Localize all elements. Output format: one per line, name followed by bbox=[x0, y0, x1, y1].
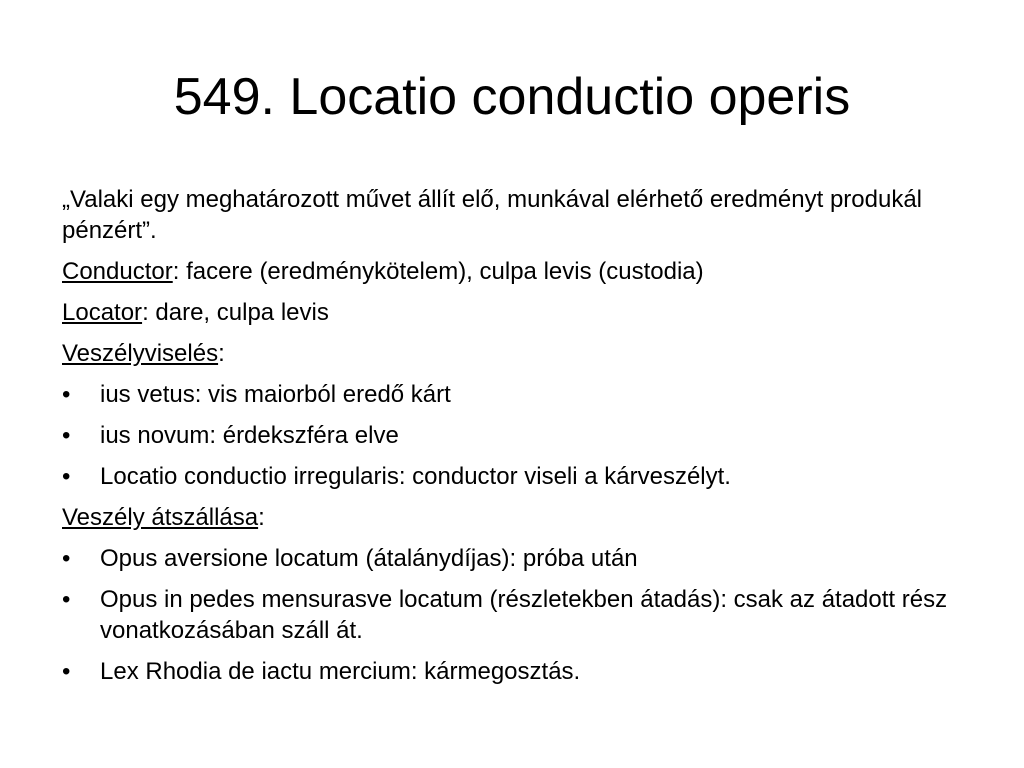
conductor-text: : facere (eredménykötelem), culpa levis (custodia) bbox=[172, 258, 704, 285]
risk-heading bbox=[62, 338, 962, 369]
risk-transfer-heading bbox=[62, 502, 962, 533]
bullet-marker: • bbox=[62, 463, 71, 490]
risk-bullet-text: ius vetus: vis maiorból eredő kárt bbox=[100, 381, 451, 408]
risk-transfer-bullet-item bbox=[62, 656, 962, 687]
slide-title: 549. Locatio conductio operis bbox=[173, 68, 851, 126]
bullet-marker: • bbox=[62, 422, 71, 449]
risk-transfer-bullet-text: Opus aversione locatum (átalánydíjas): próba után bbox=[100, 545, 638, 572]
bullet-marker: • bbox=[62, 586, 71, 613]
risk-bullet-item bbox=[62, 420, 962, 451]
risk-transfer-bullet-item bbox=[62, 584, 962, 646]
conductor-line bbox=[62, 256, 962, 287]
risk-colon: : bbox=[218, 340, 225, 367]
bullet-marker: • bbox=[62, 545, 71, 572]
risk-transfer-label: Veszély átszállása bbox=[62, 504, 259, 531]
locator-text: : dare, culpa levis bbox=[142, 299, 329, 326]
risk-bullet-item bbox=[62, 379, 962, 410]
risk-bullet-text: ius novum: érdekszféra elve bbox=[100, 422, 399, 449]
locator-label: Locator bbox=[62, 299, 143, 326]
risk-bullet-item bbox=[62, 461, 962, 492]
risk-bullet-text: Locatio conductio irregularis: conductor viseli a kárveszélyt. bbox=[100, 463, 731, 490]
risk-transfer-colon: : bbox=[258, 504, 265, 531]
conductor-label: Conductor bbox=[62, 258, 173, 285]
locator-line bbox=[62, 297, 962, 328]
bullet-marker: • bbox=[62, 381, 71, 408]
risk-transfer-bullet-text: Opus in pedes mensurasve locatum (részletekben átadás): csak az átadott rész vonatkozásában száll át. bbox=[100, 586, 948, 644]
risk-transfer-bullet-text: Lex Rhodia de iactu mercium: kármegosztás. bbox=[100, 658, 581, 685]
intro-definition: „Valaki egy meghatározott művet állít elő, munkával elérhető eredményt produkál pénzért”. bbox=[62, 186, 923, 244]
risk-label: Veszélyviselés bbox=[62, 340, 219, 367]
bullet-marker: • bbox=[62, 658, 71, 685]
risk-transfer-bullet-item bbox=[62, 543, 962, 574]
slide-body bbox=[62, 184, 962, 697]
